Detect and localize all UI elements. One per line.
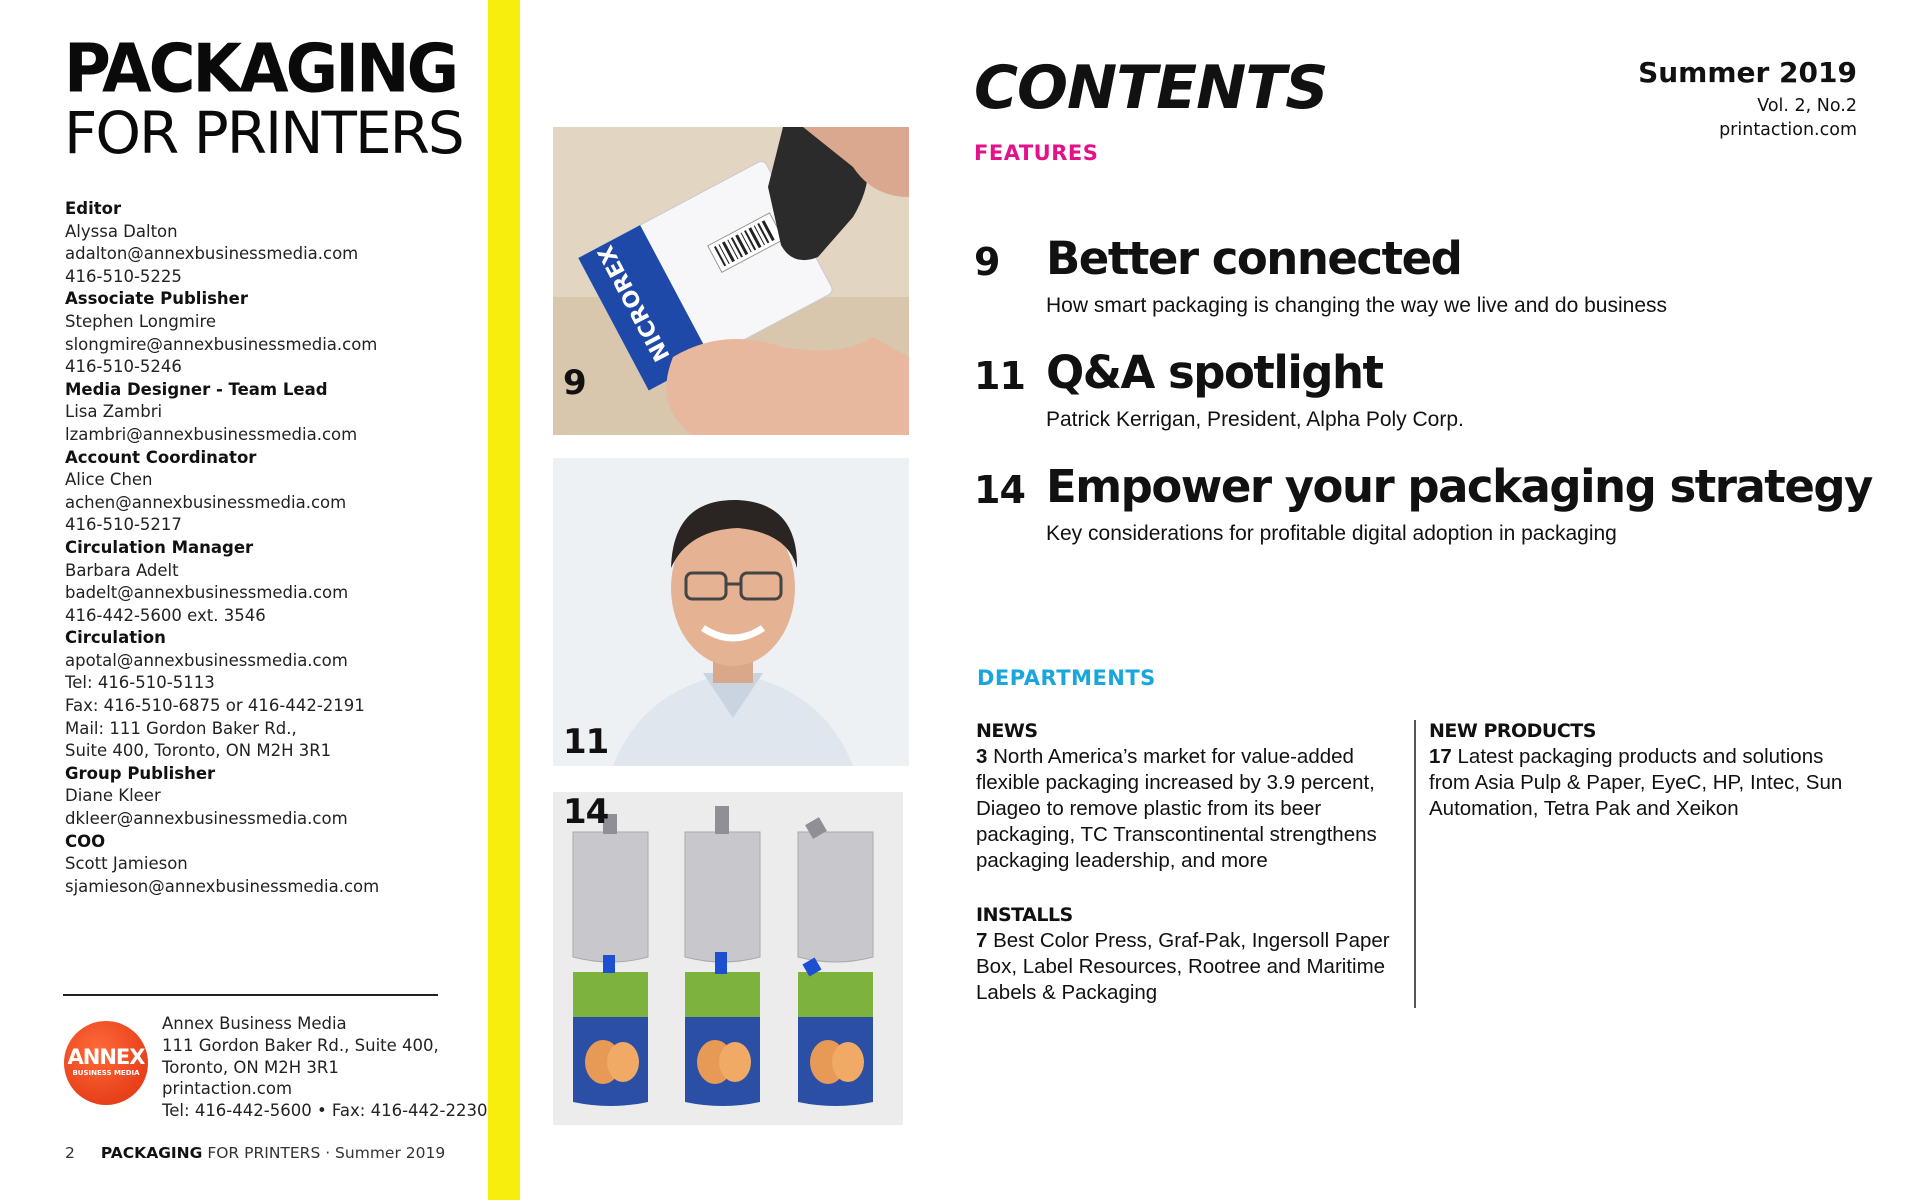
department-news[interactable] — [976, 718, 1396, 874]
department-text: North America’s market for value-added flexible packaging increased by 3.9 percent, Diageo to remove plastic from its beer packaging, TC Transcontinental strengthens packaging leadership, and more — [976, 745, 1377, 872]
feature-page-number: 9 — [974, 240, 1000, 284]
departments-label: DEPARTMENTS — [977, 666, 1156, 690]
staff-role: Media Designer - Team Lead — [65, 379, 328, 399]
staff-role: COO — [65, 831, 106, 851]
department-page-number: 7 — [976, 929, 988, 952]
folio-pub-rest: FOR PRINTERS · Summer 2019 — [207, 1144, 446, 1162]
photo-page-number: 9 — [563, 363, 586, 403]
staff-phone: 416-442-5600 ext. 3546 — [65, 605, 266, 625]
staff-role: Circulation Manager — [65, 537, 254, 557]
photo-pouches — [553, 792, 903, 1125]
staff-email[interactable]: badelt@annexbusinessmedia.com — [65, 583, 349, 603]
staff-phone: 416-510-5246 — [65, 357, 182, 377]
department-heading: NEWS — [976, 720, 1038, 742]
department-heading: NEW PRODUCTS — [1429, 720, 1596, 742]
publisher-phone: Tel: 416-442-5600 • Fax: 416-442-2230 — [162, 1101, 488, 1121]
staff-email[interactable]: lzambri@annexbusinessmedia.com — [65, 424, 358, 444]
portrait-illustration — [553, 458, 909, 766]
issue-volume: Vol. 2, No.2 — [1757, 96, 1857, 116]
staff-email[interactable]: adalton@annexbusinessmedia.com — [65, 244, 359, 264]
issue-website[interactable]: printaction.com — [1719, 120, 1857, 140]
staff-role: Editor — [65, 199, 122, 218]
publisher-street: 111 Gordon Baker Rd., Suite 400, — [162, 1035, 439, 1055]
staff-entry — [65, 763, 465, 831]
features-label: FEATURES — [974, 141, 1099, 165]
feature-title: Empower your packaging strategy — [1046, 460, 1872, 513]
feature-title: Better connected — [1046, 232, 1462, 285]
department-page-number: 3 — [976, 745, 988, 768]
staff-email[interactable]: apotal@annexbusinessmedia.com — [65, 650, 348, 670]
staff-email[interactable]: achen@annexbusinessmedia.com — [65, 492, 347, 512]
publisher-city: Toronto, ON M2H 3R1 — [162, 1057, 339, 1077]
column-divider — [1414, 720, 1416, 1008]
staff-tel: Tel: 416-510-5113 — [65, 673, 215, 693]
publisher-name: Annex Business Media — [162, 1014, 347, 1033]
svg-text:NICROREX: NICROREX — [593, 241, 676, 366]
feature-description: Patrick Kerrigan, President, Alpha Poly Corp. — [1046, 408, 1464, 431]
feature-description: Key considerations for profitable digital adoption in packaging — [1046, 522, 1617, 545]
staff-email[interactable]: dkleer@annexbusinessmedia.com — [65, 809, 348, 829]
staff-entry — [65, 627, 465, 763]
photo-page-number: 11 — [563, 722, 609, 762]
staff-name: Lisa Zambri — [65, 402, 163, 422]
staff-entry — [65, 198, 465, 288]
yellow-stripe — [488, 0, 520, 1200]
pouches-illustration — [553, 792, 903, 1125]
staff-phone: 416-510-5217 — [65, 515, 182, 535]
staff-entry — [65, 288, 465, 378]
staff-name: Scott Jamieson — [65, 854, 188, 874]
department-installs[interactable] — [976, 902, 1396, 1006]
masthead-title: PACKAGING — [64, 30, 457, 109]
feature-page-number: 14 — [974, 468, 1025, 512]
staff-name: Stephen Longmire — [65, 311, 217, 331]
staff-entry — [65, 831, 465, 899]
feature-title: Q&A spotlight — [1046, 346, 1383, 399]
staff-mail: Mail: 111 Gordon Baker Rd., — [65, 718, 297, 738]
staff-fax: Fax: 416-510-6875 or 416-442-2191 — [65, 696, 365, 716]
annex-logo — [64, 1021, 148, 1105]
staff-entry — [65, 447, 465, 537]
staff-name: Alice Chen — [65, 470, 153, 490]
department-body — [976, 744, 1396, 874]
staff-entry — [65, 379, 465, 447]
photo-page-number: 14 — [563, 792, 609, 832]
folio — [65, 1144, 445, 1162]
publisher-website[interactable]: printaction.com — [162, 1079, 293, 1099]
staff-entry — [65, 537, 465, 627]
annex-logo-subtext: BUSINESS MEDIA — [72, 1069, 140, 1077]
department-body — [1429, 744, 1849, 822]
staff-address: Suite 400, Toronto, ON M2H 3R1 — [65, 741, 332, 761]
staff-email[interactable]: sjamieson@annexbusinessmedia.com — [65, 876, 380, 896]
staff-list — [65, 198, 465, 898]
contents-title: CONTENTS — [974, 53, 1328, 123]
photo-portrait — [553, 458, 909, 766]
annex-logo-text: ANNEX — [67, 1045, 145, 1069]
department-heading: INSTALLS — [976, 904, 1073, 926]
department-text: Latest packaging products and solutions from Asia Pulp & Paper, EyeC, HP, Intec, Sun Automation, Tetra Pak and Xeikon — [1429, 745, 1843, 820]
feature-page-number: 11 — [974, 354, 1025, 398]
department-body — [976, 928, 1396, 1006]
folio-pub-bold: PACKAGING — [100, 1144, 203, 1162]
staff-name: Alyssa Dalton — [65, 221, 178, 241]
smart-packaging-illustration — [553, 127, 909, 435]
staff-role: Group Publisher — [65, 763, 216, 783]
staff-role: Associate Publisher — [65, 289, 248, 309]
staff-name: Barbara Adelt — [65, 560, 179, 580]
staff-role: Account Coordinator — [65, 447, 257, 467]
staff-role: Circulation — [65, 628, 166, 648]
masthead-subtitle: FOR PRINTERS — [64, 99, 463, 167]
publisher-address — [162, 1013, 487, 1122]
photo-smart-packaging — [553, 127, 909, 435]
department-new-products[interactable] — [1429, 718, 1849, 822]
feature-description: How smart packaging is changing the way we live and do business — [1046, 294, 1668, 317]
staff-name: Diane Kleer — [65, 786, 161, 806]
divider — [63, 994, 438, 996]
page-number: 2 — [65, 1144, 75, 1162]
issue-season: Summer 2019 — [1638, 56, 1857, 89]
staff-phone: 416-510-5225 — [65, 266, 182, 286]
staff-email[interactable]: slongmire@annexbusinessmedia.com — [65, 334, 378, 354]
department-text: Best Color Press, Graf-Pak, Ingersoll Paper Box, Label Resources, Rootree and Maritime Labels & Packaging — [976, 929, 1390, 1004]
department-page-number: 17 — [1429, 745, 1452, 768]
